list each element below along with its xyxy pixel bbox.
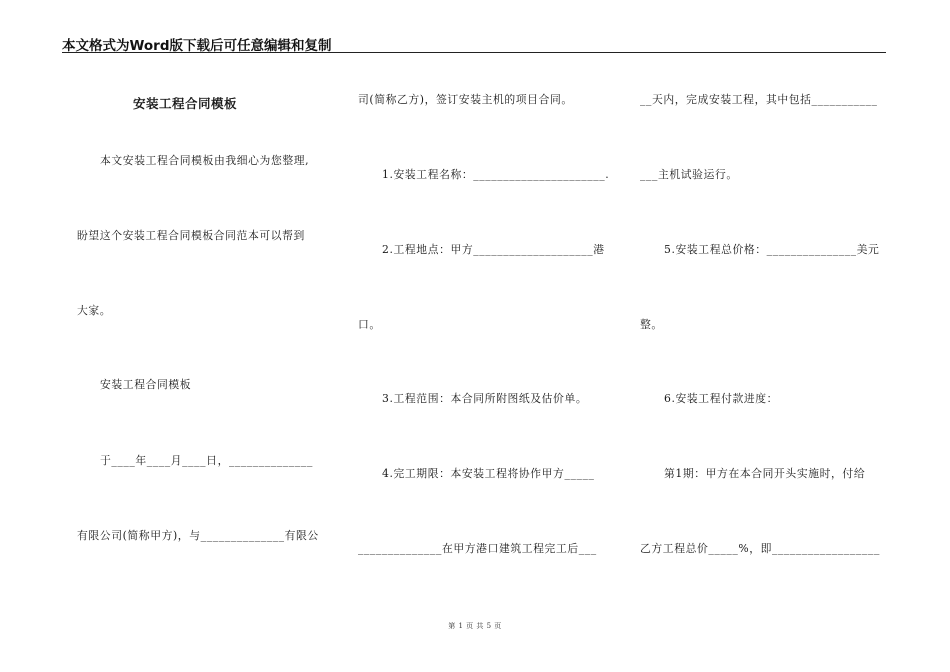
paragraph-line: ___主机试验运行。 [640, 168, 738, 181]
paragraph-line: 盼望这个安装工程合同模板合同范本可以帮到 [77, 229, 305, 242]
header-divider [62, 52, 886, 53]
paragraph-line: 1.安装工程名称：______________________. [382, 168, 610, 181]
paragraph-line: 司(简称乙方)，签订安装主机的项目合同。 [358, 93, 573, 106]
paragraph-line: 有限公司(简称甲方)，与______________有限公 [77, 529, 319, 542]
paragraph-line: __天内，完成安装工程，其中包括___________ [640, 93, 878, 106]
paragraph-line: 整。 [640, 318, 663, 331]
paragraph-line: 4.完工期限：本安装工程将协作甲方_____ [382, 467, 595, 480]
paragraph-line: 于____年____月____日，______________ [100, 454, 313, 467]
paragraph-line: 3.工程范围：本合同所附图纸及估价单。 [382, 392, 588, 405]
page-number: 第 1 页 共 5 页 [448, 622, 502, 630]
paragraph-line: 大家。 [77, 304, 112, 317]
paragraph-line: 2.工程地点：甲方____________________港 [382, 243, 605, 256]
paragraph-line: 5.安装工程总价格：_______________美元 [664, 243, 880, 256]
section-heading: 安装工程合同模板 [100, 378, 192, 391]
paragraph-line: 口。 [358, 318, 381, 331]
paragraph-line: ______________在甲方港口建筑工程完工后___ [358, 542, 597, 555]
paragraph-line: 乙方工程总价_____%，即__________________ [640, 542, 880, 555]
paragraph-line: 本文安装工程合同模板由我细心为您整理, [100, 154, 310, 167]
document-title: 安装工程合同模板 [133, 96, 238, 111]
document-header: 本文格式为Word版下载后可任意编辑和复制 [62, 38, 332, 54]
paragraph-line: 第1期：甲方在本合同开头实施时，付给 [664, 467, 866, 480]
paragraph-line: 6.安装工程付款进度： [664, 392, 779, 405]
